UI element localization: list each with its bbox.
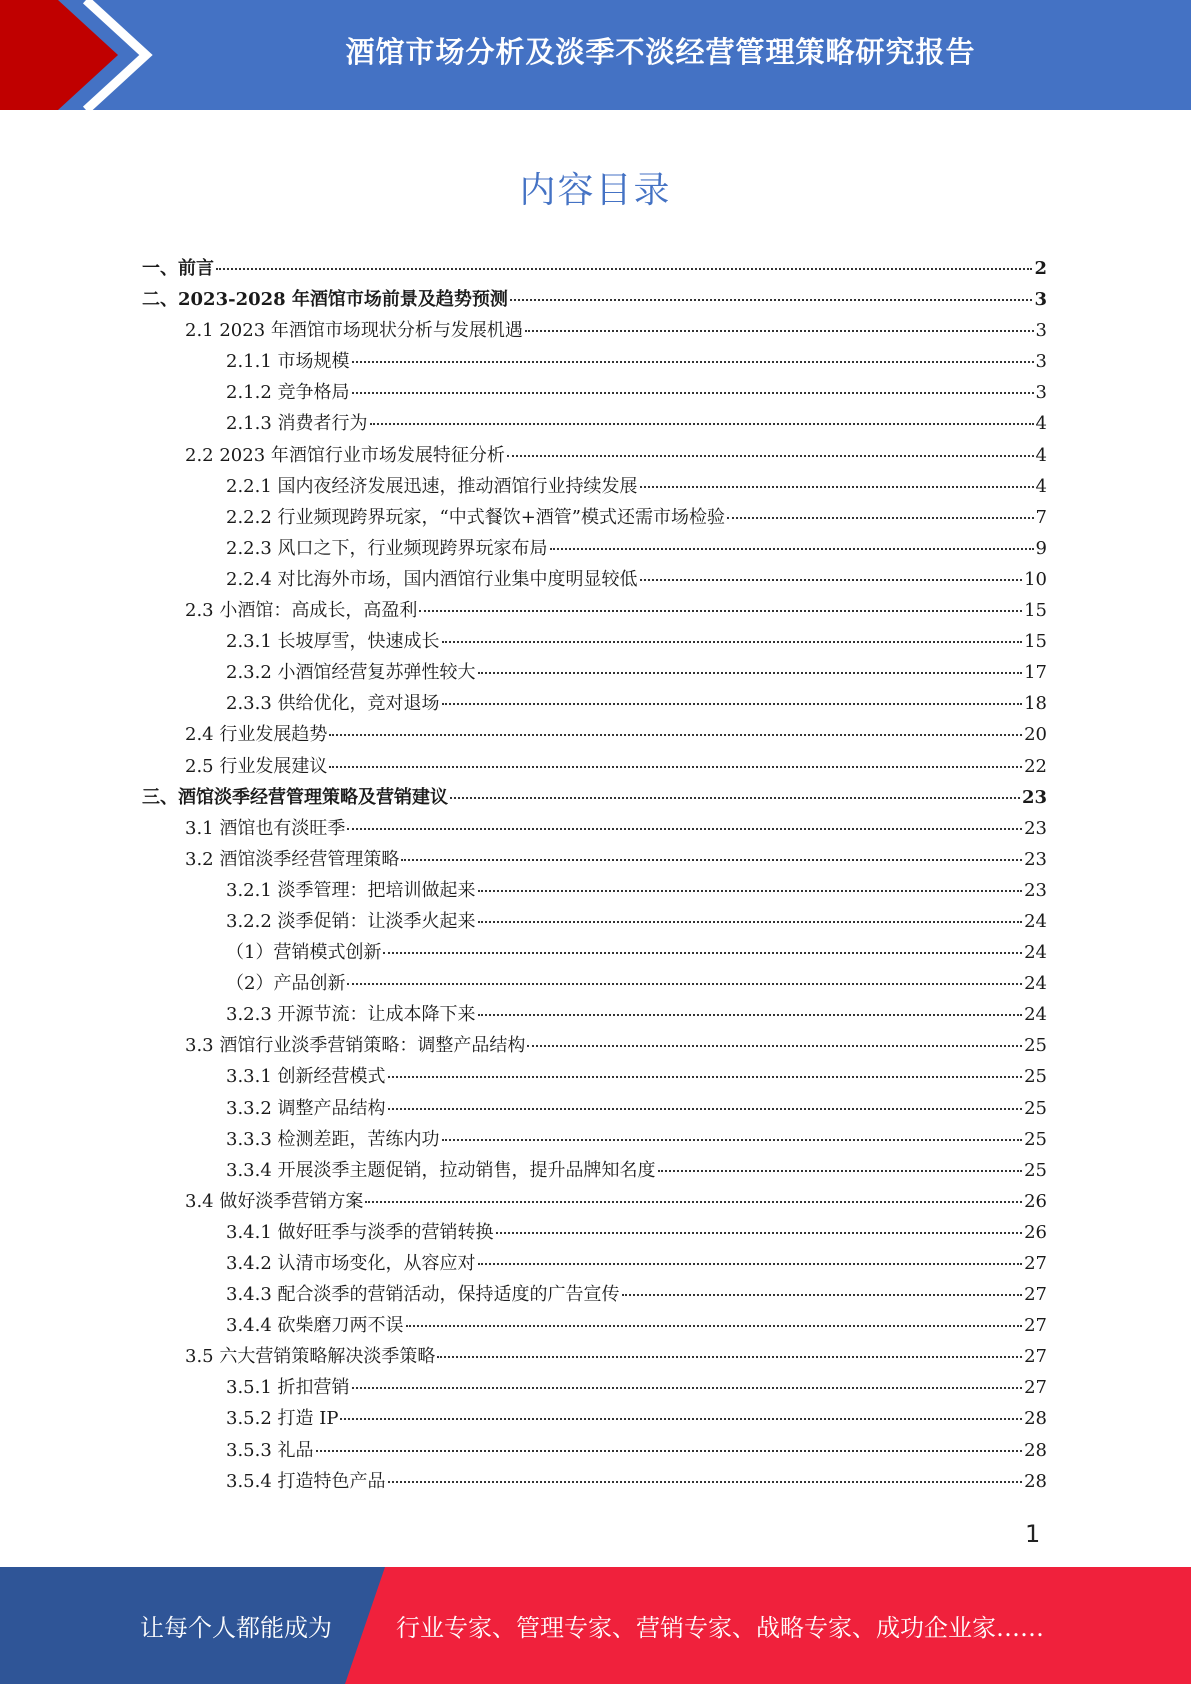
toc-entry-label: 3.2.2 淡季促销：让淡季火起来 — [226, 910, 476, 932]
toc-entry[interactable] — [142, 565, 1047, 596]
toc-entry-label: 2.4 行业发展趋势 — [185, 724, 328, 746]
toc-dot-leader — [352, 392, 1034, 394]
page-footer — [0, 1567, 1191, 1684]
toc-entry-label: 2.2.3 风口之下，行业频现跨界玩家布局 — [226, 537, 548, 559]
toc-entry-page: 23 — [1024, 879, 1047, 901]
toc-entry[interactable] — [142, 1467, 1047, 1498]
toc-entry-label: 3.2 酒馆淡季经营管理策略 — [185, 848, 400, 870]
toc-entry-page: 25 — [1024, 1035, 1047, 1057]
toc-entry-page: 4 — [1035, 475, 1047, 497]
toc-dot-leader — [437, 1356, 1022, 1358]
toc-entry[interactable] — [142, 441, 1047, 472]
toc-dot-leader — [525, 330, 1034, 332]
toc-entry[interactable] — [142, 1342, 1047, 1373]
toc-entry-label: 3.4.1 做好旺季与淡季的营销转换 — [226, 1221, 494, 1243]
toc-dot-leader — [329, 766, 1022, 768]
toc-entry[interactable] — [142, 752, 1047, 783]
toc-dot-leader — [401, 859, 1022, 861]
toc-entry-label: 3.3.2 调整产品结构 — [226, 1097, 386, 1119]
toc-dot-leader — [622, 1294, 1023, 1296]
toc-entry-page: 23 — [1021, 786, 1047, 808]
toc-dot-leader — [383, 952, 1022, 954]
toc-entry-page: 27 — [1024, 1284, 1047, 1306]
toc-entry-label: 2.3.2 小酒馆经营复苏弹性较大 — [226, 662, 476, 684]
page-number: 1 — [1025, 1520, 1041, 1548]
toc-entry[interactable] — [142, 1031, 1047, 1062]
toc-entry-page: 18 — [1024, 693, 1047, 715]
toc-entry-label: 3.3 酒馆行业淡季营销策略：调整产品结构 — [185, 1035, 526, 1057]
toc-dot-leader — [478, 921, 1023, 923]
toc-dot-leader — [406, 1325, 1023, 1327]
toc-dot-leader — [442, 1139, 1023, 1141]
toc-entry-label: 2.3 小酒馆：高成长，高盈利 — [185, 600, 418, 622]
toc-entry-label: 2.3.3 供给优化，竞对退场 — [226, 693, 440, 715]
toc-entry-page: 3 — [1035, 382, 1047, 404]
toc-dot-leader — [329, 734, 1022, 736]
toc-entry-page: 24 — [1024, 973, 1047, 995]
toc-entry-page: 4 — [1035, 444, 1047, 466]
toc-entry-label: 3.5.2 打造 IP — [226, 1408, 339, 1430]
toc-entry[interactable] — [142, 1311, 1047, 1342]
toc-dot-leader — [365, 1201, 1022, 1203]
toc-dot-leader — [640, 579, 1023, 581]
toc-entry-label: 3.4.4 砍柴磨刀两不误 — [226, 1315, 404, 1337]
toc-entry-page: 20 — [1024, 724, 1047, 746]
toc-entry[interactable] — [142, 472, 1047, 503]
toc-dot-leader — [727, 517, 1034, 519]
toc-dot-leader — [352, 361, 1034, 363]
toc-dot-leader — [478, 890, 1023, 892]
toc-entry-page: 28 — [1024, 1470, 1047, 1492]
page-header — [0, 0, 1191, 110]
toc-entry-page: 26 — [1024, 1221, 1047, 1243]
toc-entry-page: 24 — [1024, 910, 1047, 932]
toc-entry[interactable] — [142, 1218, 1047, 1249]
toc-entry-page: 3 — [1034, 289, 1047, 311]
toc-entry-page: 28 — [1024, 1408, 1047, 1430]
toc-entry[interactable] — [142, 1062, 1047, 1093]
toc-dot-leader — [340, 1418, 1022, 1420]
toc-entry-page: 24 — [1024, 1004, 1047, 1026]
toc-entry-label: 3.5.1 折扣营销 — [226, 1377, 350, 1399]
toc-dot-leader — [478, 1014, 1023, 1016]
toc-entry[interactable] — [142, 596, 1047, 627]
toc-dot-leader — [352, 1387, 1023, 1389]
toc-entry-label: （1）营销模式创新 — [226, 942, 382, 964]
toc-dot-leader — [388, 1076, 1023, 1078]
report-title: 酒馆市场分析及淡季不淡经营管理策略研究报告 — [345, 34, 976, 69]
toc-dot-leader — [316, 1450, 1023, 1452]
toc-entry-page: 25 — [1024, 1097, 1047, 1119]
toc-entry[interactable] — [142, 1187, 1047, 1218]
toc-entry-label: 3.3.4 开展淡季主题促销，拉动销售，提升品牌知名度 — [226, 1159, 656, 1181]
toc-entry-page: 28 — [1024, 1439, 1047, 1461]
toc-entry[interactable] — [142, 534, 1047, 565]
toc-entry-label: 3.3.3 检测差距，苦练内功 — [226, 1128, 440, 1150]
toc-entry-page: 17 — [1024, 662, 1047, 684]
toc-entry[interactable] — [142, 814, 1047, 845]
toc-entry-page: 23 — [1024, 817, 1047, 839]
toc-entry[interactable] — [142, 503, 1047, 534]
toc-entry-page: 26 — [1024, 1190, 1047, 1212]
toc-entry-label: 3.2.3 开源节流：让成本降下来 — [226, 1004, 476, 1026]
toc-entry-page: 15 — [1024, 631, 1047, 653]
toc-entry[interactable] — [142, 1125, 1047, 1156]
toc-entry[interactable] — [142, 876, 1047, 907]
toc-entry[interactable] — [142, 938, 1047, 969]
toc-entry[interactable] — [142, 845, 1047, 876]
footer-slogan-left: 让每个人都能成为 — [140, 1614, 332, 1642]
toc-entry-page: 24 — [1024, 942, 1047, 964]
toc-dot-leader — [347, 983, 1022, 985]
toc-entry-page: 27 — [1024, 1253, 1047, 1274]
toc-dot-leader — [658, 1170, 1023, 1172]
toc-entry-label: 3.3.1 创新经营模式 — [226, 1066, 386, 1088]
toc-entry-label: 3.5.3 礼品 — [226, 1439, 314, 1461]
toc-dot-leader — [507, 455, 1034, 457]
toc-entry-label: 2.1 2023 年酒馆市场现状分析与发展机遇 — [185, 320, 523, 342]
toc-dot-leader — [388, 1108, 1023, 1110]
toc-entry-page: 22 — [1024, 755, 1047, 777]
toc-dot-leader — [442, 703, 1023, 705]
toc-entry[interactable] — [142, 1249, 1047, 1280]
toc-entry-label: 3.4 做好淡季营销方案 — [185, 1190, 364, 1212]
footer-slogan-right: 行业专家、管理专家、营销专家、战略专家、成功企业家…… — [396, 1614, 1044, 1642]
toc-entry-page: 7 — [1035, 506, 1047, 528]
toc-entry-page: 25 — [1024, 1128, 1047, 1150]
toc-entry[interactable] — [142, 689, 1047, 720]
toc-dot-leader — [347, 828, 1022, 830]
toc-entry-label: 3.4.2 认清市场变化，从容应对 — [226, 1253, 476, 1274]
toc-entry-label: 2.2.2 行业频现跨界玩家，“中式餐饮+酒管”模式还需市场检验 — [226, 506, 726, 528]
toc-entry-label: 一、前言 — [142, 258, 214, 279]
toc-entry-label: 2.2.4 对比海外市场，国内酒馆行业集中度明显较低 — [226, 568, 638, 590]
toc-entry[interactable] — [142, 720, 1047, 751]
toc-dot-leader — [370, 423, 1034, 425]
toc-entry[interactable] — [142, 658, 1047, 689]
toc-entry[interactable] — [142, 316, 1047, 347]
toc-dot-leader — [510, 299, 1033, 301]
toc-entry-page: 15 — [1024, 600, 1047, 622]
toc-entry-label: 2.2.1 国内夜经济发展迅速，推动酒馆行业持续发展 — [226, 475, 638, 497]
toc-entry[interactable] — [142, 285, 1047, 316]
toc-dot-leader — [450, 797, 1020, 799]
toc-entry-label: 三、酒馆淡季经营管理策略及营销建议 — [142, 786, 448, 808]
toc-entry[interactable] — [142, 1404, 1047, 1435]
toc-entry-page: 9 — [1035, 537, 1047, 559]
toc-entry-label: 3.5 六大营销策略解决淡季策略 — [185, 1346, 436, 1368]
toc-entry-label: 2.1.3 消费者行为 — [226, 413, 368, 435]
toc-entry-page: 27 — [1024, 1377, 1047, 1399]
toc-entry-page: 4 — [1035, 413, 1047, 435]
toc-dot-leader — [478, 672, 1023, 674]
toc-title: 内容目录 — [519, 170, 672, 211]
toc-entry-page: 3 — [1035, 351, 1047, 373]
toc-entry[interactable] — [142, 907, 1047, 938]
toc-entry-label: 2.3.1 长坡厚雪，快速成长 — [226, 631, 440, 653]
toc-entry[interactable] — [142, 254, 1047, 285]
toc-entry-page: 10 — [1024, 568, 1047, 590]
toc-entry-label: 2.1.1 市场规模 — [226, 351, 350, 373]
toc-entry[interactable] — [142, 347, 1047, 378]
toc-entry-label: 2.5 行业发展建议 — [185, 755, 328, 777]
toc-entry-label: 3.1 酒馆也有淡旺季 — [185, 817, 346, 839]
toc-entry-page: 23 — [1024, 848, 1047, 870]
toc-entry[interactable] — [142, 627, 1047, 658]
toc-dot-leader — [442, 641, 1023, 643]
toc-entry-page: 25 — [1024, 1159, 1047, 1181]
toc-entry[interactable] — [142, 409, 1047, 440]
toc-dot-leader — [496, 1232, 1023, 1234]
toc-entry-page: 27 — [1024, 1346, 1047, 1368]
toc-entry-label: 3.2.1 淡季管理：把培训做起来 — [226, 879, 476, 901]
toc-entry[interactable] — [142, 1280, 1047, 1311]
toc-dot-leader — [419, 610, 1022, 612]
toc-entry-page: 3 — [1035, 320, 1047, 342]
toc-entry[interactable] — [142, 1436, 1047, 1467]
toc-entry[interactable] — [142, 1373, 1047, 1404]
toc-dot-leader — [640, 486, 1034, 488]
toc-entry[interactable] — [142, 378, 1047, 409]
toc-dot-leader — [550, 548, 1034, 550]
table-of-contents — [142, 254, 1047, 1498]
toc-dot-leader — [388, 1481, 1023, 1483]
toc-entry-page: 25 — [1024, 1066, 1047, 1088]
toc-entry-label: 2.2 2023 年酒馆行业市场发展特征分析 — [185, 444, 505, 466]
toc-entry-page: 27 — [1024, 1315, 1047, 1337]
toc-entry-label: （2）产品创新 — [226, 973, 346, 995]
toc-entry-label: 二、2023-2028 年酒馆市场前景及趋势预测 — [142, 289, 508, 311]
toc-entry[interactable] — [142, 1000, 1047, 1031]
toc-dot-leader — [527, 1045, 1022, 1047]
toc-dot-leader — [478, 1263, 1023, 1265]
toc-entry[interactable] — [142, 969, 1047, 1000]
toc-entry[interactable] — [142, 1094, 1047, 1125]
toc-entry-label: 3.4.3 配合淡季的营销活动，保持适度的广告宣传 — [226, 1284, 620, 1306]
toc-entry[interactable] — [142, 1156, 1047, 1187]
toc-entry-label: 2.1.2 竞争格局 — [226, 382, 350, 404]
toc-entry[interactable] — [142, 783, 1047, 814]
toc-dot-leader — [216, 268, 1032, 270]
toc-entry-label: 3.5.4 打造特色产品 — [226, 1470, 386, 1492]
toc-entry-page: 2 — [1034, 258, 1047, 279]
